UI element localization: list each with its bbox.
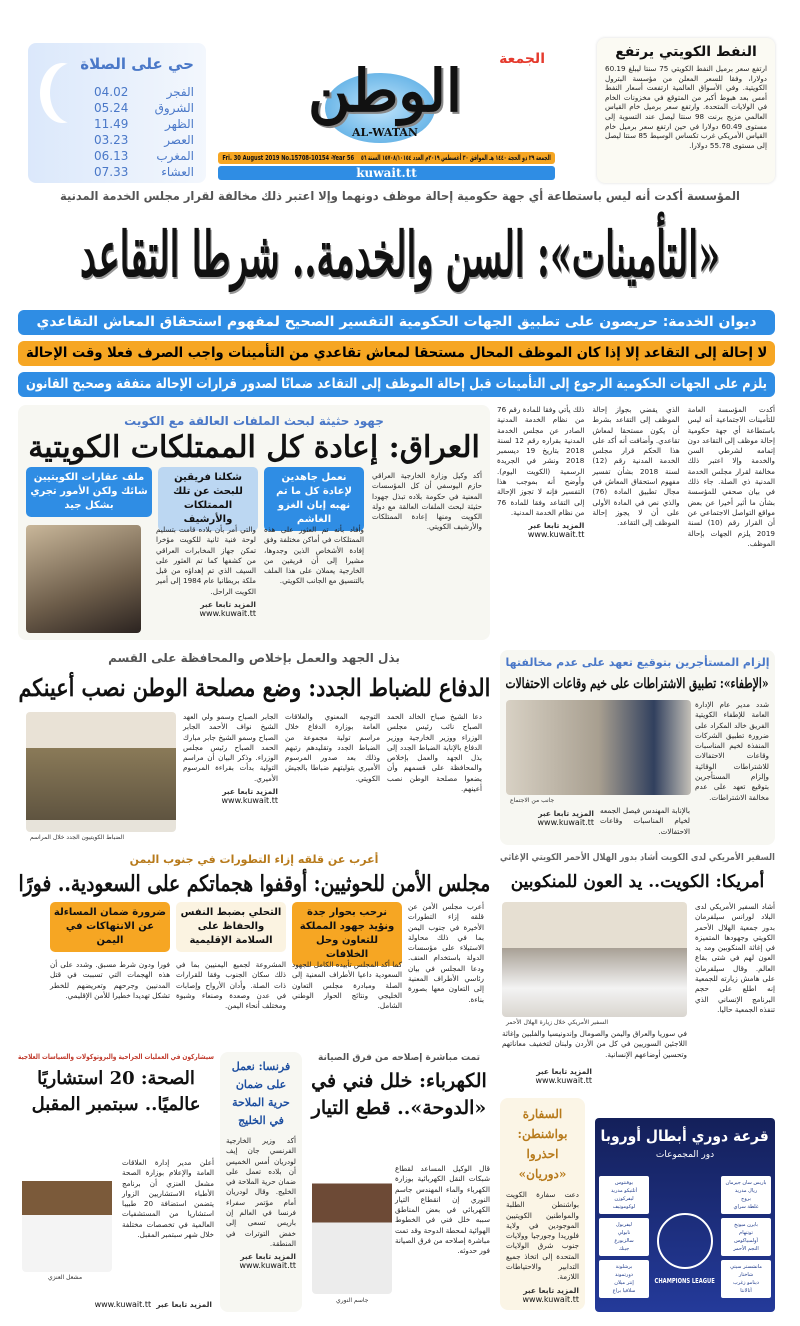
- iraq-tag: ملف عقارات الكويتيين شائك ولكن الأمور تجري بشكل جيد: [26, 467, 152, 517]
- fit-text: ريال مدريد: [734, 1188, 758, 1194]
- defense-caption: الضباط الكويتيون الجدد خلال المراسم: [30, 834, 125, 841]
- prayer-name: المغرب: [156, 149, 194, 163]
- ucl-team: [601, 1229, 647, 1237]
- prayer-row: [94, 117, 194, 131]
- health-kicker: [18, 1052, 214, 1062]
- fit-text: لا إحالة إلى التقاعد إلا إذا كان الموظف المحال مستحقا لمعاش تقاعدي من التأمينات واجب الصرف فعلا وقت الإحالة: [25, 345, 768, 361]
- ucl-team: [723, 1279, 769, 1287]
- fit-text: تمت مباشرة إصلاحه من فرق الصيانة: [318, 1053, 480, 1063]
- prayer-row: [94, 133, 194, 147]
- defense-photo: [26, 712, 176, 832]
- ucl-title: [601, 1126, 769, 1146]
- prayer-name: الشروق: [154, 101, 194, 115]
- usa-body: أشاد السفير الأمريكي لدى البلاد لورانس سيلفرمان بدور جمعية الهلال الأحمر الكويتي وجهودها المتميزة في إغاثة المنكوبين ومد يد العون لهم في شتى بقاع العالم. وقال سيلفرمان على هامش زيارته للجمعية إنه اطلع على حجم البرنامج الإنساني الذي تنفذه الجمعية حاليا.: [695, 902, 775, 1014]
- lead-headline[interactable]: [80, 205, 720, 305]
- prayer-name: العصر: [164, 133, 194, 147]
- ucl-team: [601, 1279, 647, 1287]
- france-headline[interactable]: فرنسا: نعمل على ضمان حرية الملاحة في الخليج: [231, 1060, 291, 1127]
- ucl-team: [601, 1245, 647, 1253]
- usa-headline[interactable]: [500, 870, 775, 894]
- lead-column-wrap: [497, 405, 584, 645]
- ucl-team: [601, 1271, 647, 1279]
- health-caption: مشعل العنزي: [48, 1274, 83, 1281]
- ucl-team: [601, 1287, 647, 1295]
- fit-text: برشلونة: [615, 1264, 633, 1270]
- fit-text: دورتموند: [615, 1272, 633, 1278]
- prayer-time: 07.33: [94, 165, 129, 179]
- date-bar: [218, 152, 555, 164]
- oil-price-box: [597, 38, 775, 183]
- prayer-time: 04.02: [94, 85, 129, 99]
- iraq-photo: [26, 525, 141, 633]
- ucl-team: [601, 1263, 647, 1271]
- fit-text: بروج: [741, 1196, 751, 1202]
- power-story: [308, 1052, 490, 1314]
- prayer-name: العشاء: [161, 165, 194, 179]
- prayer-title: حي على الصلاة: [80, 55, 194, 73]
- fire-headline[interactable]: [506, 674, 769, 694]
- fire-caption: جانب من الاجتماع: [510, 797, 555, 804]
- prayer-row: [94, 149, 194, 163]
- fit-text: المؤسسة أكدت أنه ليس باستطاعة أي جهة حكومية إحالة موظف دونهما وإلا اعتبر ذلك مخالفة لقرار مجلس الخدمة المدنية: [59, 188, 740, 203]
- prayer-time: 11.49: [94, 117, 129, 131]
- ucl-team: [723, 1179, 769, 1187]
- usa-photo: [502, 902, 687, 1017]
- defense-column: التوجيه المعنوي والعلاقات العامة بوزارة الدفاع خلال مراسم تولية مجموعة من الضباط الجدد وتقليدهم رتبهم وذلك بعد صدور المرسوم الأميري بتوليتهم ضباطا بالجيش الكويتي.: [285, 712, 380, 783]
- more-link[interactable]: www.kuwait.tt: [527, 530, 585, 540]
- un-column: فورا ودون شرط مسبق. وشدد على أن هذه الهجمات التي تسببت في قتل المدنيين وجرحهم وتعريضهم للخطر تشكل تهديدا خطيرا للأمن الإقليمي.: [50, 960, 170, 1000]
- more-label: المزيد تابعا عبر: [523, 1285, 579, 1295]
- fit-text: أولمبياكوس: [734, 1238, 758, 1244]
- iraq-story: [18, 405, 490, 640]
- more-link[interactable]: www.kuwait.tt: [535, 1076, 592, 1085]
- fit-text: أمريكا: الكويت.. يد العون للمنكوبين: [510, 872, 765, 892]
- fit-text: CHAMPIONS LEAGUE: [654, 1277, 716, 1285]
- prayer-time: 05.24: [94, 101, 129, 115]
- fit-text: بذل الجهد والعمل بإخلاص والمحافظة على القسم: [108, 651, 400, 665]
- prayer-row: [94, 85, 194, 99]
- fit-text: مجلس الأمن للحوثيين: أوقفوا هجماتكم على السعودية.. فورًا: [18, 871, 490, 897]
- ucl-group-box: [721, 1260, 771, 1298]
- prayer-name: الفجر: [166, 85, 194, 99]
- ucl-logo-text: [655, 1276, 715, 1286]
- fit-text: دينامو زغرب: [733, 1280, 759, 1286]
- ucl-group-box: [721, 1176, 771, 1214]
- more-link[interactable]: www.kuwait.tt: [94, 1300, 152, 1309]
- ucl-team: [723, 1245, 769, 1253]
- un-column: أعرب مجلس الأمن عن قلقه إزاء التطورات الأخيرة في جنوب اليمن بما في ذلك محاولة الاستيلاء على مؤسسات الدولة باستخدام العنف. ودعا المجلس في بيان رئاسي الأطراف المعنية إلى التعاون معها بصورة بناءة.: [408, 902, 484, 1004]
- un-kicker: [18, 852, 490, 866]
- usa-story: [500, 852, 775, 1085]
- fit-text: النجم الأحمر: [733, 1246, 759, 1252]
- usa-body-2: في سوريا والعراق واليمن والصومال وإندونيسيا والفلبين وإغاثة اللاجئين السوريين في كل من الأردن ولبنان لتخفيف معاناتهم وتحسين أوضاعهم الإنسانية.: [502, 1029, 687, 1059]
- iraq-tag: نعمل جاهدين لإعادة كل ما تم نهبه إبان الغزو الغاشم: [264, 467, 364, 531]
- fit-text: أتالانتا: [740, 1288, 752, 1294]
- power-photo: [312, 1164, 392, 1294]
- power-headline[interactable]: الكهرباء: خلل فني في «الدوحة».. قطع التيار: [311, 1070, 487, 1119]
- fire-kicker: [500, 655, 775, 670]
- iraq-tag: شكلنا فريقين للبحث عن تلك الممتلكات والأرشيف: [158, 467, 258, 531]
- ucl-group-box: [599, 1260, 649, 1298]
- lead-columns: [497, 405, 775, 645]
- france-body: أكد وزير الخارجية الفرنسي جان إيف لودريان أمس الخميس أن بلاده تعمل على ضمان حرية الملاحة في الخليج. وقال لودريان أمام مؤتمر سفراء فرنسا في العالم إن باريس تسعى إلى خفض التوترات في المنطقة.: [226, 1136, 296, 1248]
- embassy-story: [500, 1098, 585, 1310]
- fit-text: مانشستر سيتي: [730, 1264, 762, 1270]
- lead-column: ذلك يأتي وفقا للمادة رقم 76 من نظام الخدمة المدنية الصادر عن مجلس الخدمة المدنية بقراره رقم 12 لسنة 2018 بتاريخ 19 ديسمبر 2018 ونشر في الجريدة الرسمية (الكويت اليوم). وأوضح أنه بموجب هذا التفسير فإنه لا تجوز الإحالة إلى التقاعد وفقا للمادة 76 من نظام الخدمة المدنية.: [497, 405, 585, 517]
- fire-body-2: بالإنابة المهندس فيصل الجمعه لخيام المناسبات وقاعات الاحتفالات.: [600, 806, 690, 836]
- un-column: كما أكد المجلس تأييده الكامل للجهود السعودية داعيا الأطراف المعنية إلى الصلة ومبادرة مجلس التعاون الخليجي ونتائج الحوار الوطني الشامل.: [292, 960, 402, 1011]
- fit-text: نابولي: [617, 1230, 631, 1236]
- fit-text: لوكوموتيف: [612, 1204, 636, 1210]
- un-tag: التحلي بضبط النفس والحفاظ على السلامة الإقليمية: [176, 902, 286, 952]
- site-url[interactable]: kuwait.tt: [218, 166, 555, 180]
- ucl-draw-graphic[interactable]: [595, 1118, 775, 1312]
- date-english: [222, 152, 354, 164]
- more-link[interactable]: www.kuwait.tt: [199, 609, 256, 619]
- prayer-row: [94, 165, 194, 179]
- fit-text: الدفاع للضباط الجدد: وضع مصلحة الوطن نصب أعينكم: [18, 672, 490, 702]
- france-story: [220, 1052, 302, 1312]
- lead-kicker: [60, 188, 740, 203]
- fit-text: يوفنتوس: [614, 1180, 634, 1186]
- fit-text: السفير الأمريكي لدى الكويت أشاد بدور الهلال الأحمر الكويتي الإغاثي: [500, 853, 775, 863]
- lead-column: أكدت المؤسسة العامة للتأمينات الاجتماعية أنه ليس باستطاعة أي جهة حكومية إحالة موظف إلى التقاعد دون إتمامه لشرطي السن والخدمة وإلا اعتبر ذلك مخالفة لقرار مجلس الخدمة المدنية ذي الصلة. جاء ذلك في بيان صحفي للمؤسسة بشأن ما أثير أخيرا عن بعض مواقع التواصل الاجتماعي عن أن القرار رقم (10) لسنة 2019 يلزم الجهات بإحالة الموظف.: [687, 405, 775, 548]
- ucl-team: [601, 1195, 647, 1203]
- defense-column: الجابر الصباح وسمو ولي العهد الشيخ نواف الأحمد الجابر الصباح وسمو الشيخ جابر مبارك الحمد الصباح رئيس مجلس الوزراء. وذكر البيان أن مراسم التولية بدأت بقراءة المرسوم الأميري.: [183, 712, 278, 783]
- ucl-team: [601, 1179, 647, 1187]
- oil-title: النفط الكويتي يرتفع: [615, 44, 757, 60]
- more-label: المزيد تابعا عبر: [200, 600, 256, 610]
- fit-text: جينك: [618, 1246, 630, 1252]
- more-label: المزيد تابعا عبر: [240, 1252, 296, 1262]
- power-caption: جاسم النوري: [336, 1297, 369, 1304]
- embassy-body: دعت سفارة الكويت بواشنطن الطلبة والمواطنين الكويتيين الموجودين في ولاية فلوريدا وجورجيا وولايات جنوب شرق الولايات المتحدة إلى اتخاذ جميع التدابير والاحتياطات اللازمة.: [506, 1190, 579, 1282]
- power-kicker: [308, 1052, 490, 1064]
- fire-photo: [506, 700, 691, 795]
- more-label: المزيد تابعا عبر: [528, 521, 585, 531]
- ucl-team: [601, 1237, 647, 1245]
- more-label: المزيد تابعا عبر: [156, 1300, 212, 1309]
- fit-text: غلطة سراي: [733, 1204, 759, 1210]
- logo-arabic: الوطن: [307, 56, 463, 125]
- fire-story: [500, 650, 775, 845]
- prayer-times-box: [28, 43, 206, 183]
- ucl-group-box: [599, 1218, 649, 1256]
- iraq-kicker: [18, 413, 490, 429]
- fit-text: ليفركوزن: [614, 1196, 634, 1202]
- fit-text: «التأمينات»: السن والخدمة.. شرطا التقاعد: [79, 218, 721, 291]
- prayer-row: [94, 101, 194, 115]
- power-body: قال الوكيل المساعد لقطاع شبكات النقل الكهربائية بوزارة الكهرباء والماء المهندس جاسم النوري إن انقطاع التيار الكهربائي في بعض المناطق سببه خلل فني في الخطوط الهوائية لمحطة الدوحة وقد تمت مباشرة إصلاحه من فرق الصيانة فور حدوثه.: [395, 1164, 490, 1256]
- more-link[interactable]: www.kuwait.tt: [522, 1294, 579, 1304]
- lead-bar-3: [18, 372, 775, 397]
- fit-text: ديوان الخدمة: حريصون على تطبيق الجهات الحكومية التفسير الصحيح لمفهوم استحقاق المعاش التقاعدي: [36, 314, 757, 330]
- ucl-team: [601, 1187, 647, 1195]
- lead-bar-2: [18, 341, 775, 366]
- health-story: [18, 1052, 214, 1314]
- un-story: [18, 852, 490, 1047]
- prayer-time: 03.23: [94, 133, 129, 147]
- un-tag: ضرورة ضمان المساءلة عن الانتهاكات في اليمن: [50, 902, 170, 952]
- fit-text: العراق: إعادة كل الممتلكات الكويتية: [28, 429, 480, 465]
- ucl-subtitle: دور المجموعات: [655, 1150, 715, 1160]
- fit-text: سالزبورغ: [614, 1238, 634, 1244]
- fit-text: قرعة دوري أبطال أوروبا: [600, 1127, 770, 1145]
- iraq-column: أكد وكيل وزارة الخارجية العراقي حازم اليوسفي أن كل المؤسسات المعنية في حكومة بلاده تبذل جهودا حثيثة لبحث الملفات العالقة مع دولة الكويت ومنها إعادة الممتلكات والأرشيف الكويتي.: [372, 471, 482, 532]
- ucl-group-box: [721, 1218, 771, 1256]
- defense-kicker: [18, 650, 490, 666]
- oil-body: ارتفع سعر برميل النفط الكويتي 75 سنتا ليبلغ 60.19 دولارا، وفقا للسعر المعلن من مؤسسة البترول الكويتية. وفي الأسواق العالمية ارتفعت أسعار النفط أمس بعد هبوط أكبر من المتوقع في مخزونات الخام في الولايات المتحدة. وارتفع سعر برميل خام القياس العالمي مزيج برنت 98 سنتا ليصل عند التسوية إلى مستوى 60.49 دولارا في حين ارتفع سعر برميل خام القياس الأمريكي غرب تكساس الوسيط 85 سنتا ليصل إلى مستوى 55.78 دولارا.: [605, 64, 768, 150]
- ucl-team: [723, 1221, 769, 1229]
- ucl-team: [601, 1221, 647, 1229]
- more-link[interactable]: www.kuwait.tt: [221, 796, 278, 806]
- more-link[interactable]: www.kuwait.tt: [537, 818, 594, 827]
- iraq-column-wrap: [156, 525, 256, 618]
- ucl-team: [723, 1229, 769, 1237]
- prayer-time: 06.13: [94, 149, 129, 163]
- lead-bar-1: [18, 310, 775, 335]
- fit-text: شاختار: [738, 1272, 754, 1278]
- iraq-column: وأفاد بأنه تم العثور على هذه الممتلكات في أماكن مختلفة وفق إفادة الأشخاص الذين وجدوها، مشيرا إلى أن فريقين من الخارجية يعملان على هذا الملف بالتنسيق مع الجانب الكويتي.: [264, 525, 364, 586]
- defense-column-wrap: [183, 712, 278, 805]
- fit-text: الجمعة ٢٩ ذو الحجة ١٤٤٠ هـ الموافق ٣٠ أغسطس ٢٠١٩م العدد ١٥٧٠٨/١٠١٥٤ السنة ٥٦: [361, 154, 551, 162]
- fit-text: باريس سان جيرمان: [725, 1180, 767, 1186]
- usa-caption: السفير الأمريكي خلال زيارة الهلال الأحمر: [506, 1019, 608, 1026]
- usa-kicker: [500, 852, 775, 864]
- un-column: المشروعة لجميع اليمنيين بما في ذلك سكان الجنوب وفقا للقرارات ذات الصلة. وأدان الأرواح وإصابات في عدن وصعدة وصنعاء وشبوة ومختلف أنحاء اليمن.: [176, 960, 286, 1011]
- fit-text: أتلتيكو مدريد: [610, 1188, 638, 1194]
- fit-text: سيشاركون في العمليات الجراحية والبروتوكولات والسياسات العلاجية: [18, 1053, 214, 1061]
- un-tag: نرحب بحوار جدة ونؤيد جهود المملكة للتعاون وحل الخلافات: [292, 902, 402, 966]
- fit-text: يلزم على الجهات الحكومية الرجوع إلى التأمينات قبل إحالة الموظف إلى التقاعد ضمانًا لصدور قرارات الإحالة متفقة وصحيح القانون: [25, 376, 767, 392]
- defense-story: [18, 650, 490, 845]
- more-label: المزيد تابعا عبر: [222, 787, 278, 797]
- prayer-name: الظهر: [165, 117, 194, 131]
- more-link[interactable]: www.kuwait.tt: [239, 1261, 296, 1271]
- fit-text: إنتر ميلان: [614, 1280, 634, 1286]
- fit-text: بايرن ميونخ: [734, 1222, 758, 1228]
- ucl-team: [723, 1187, 769, 1195]
- health-body: أعلن مدير إدارة العلاقات العامة والإعلام بوزارة الصحة مشعل العنزي أن برنامج الأطباء الاستشاريين الزوار يتضمن استضافة 20 طبيبا استشاريا من المستشفيات العالمية في تخصصات مختلفة خلال شهر سبتمبر المقبل.: [122, 1158, 215, 1240]
- ucl-team: [723, 1195, 769, 1203]
- ucl-group-box: [599, 1176, 649, 1214]
- ucl-team: [723, 1263, 769, 1271]
- fire-body: شدد مدير عام الإدارة العامة للإطفاء الكويتية الفريق خالد المكراد على ضرورة تطبيق الشركات المنفذة لخيم المناسبات وقاعات الاحتفالات للاشتراطات الوقائية وإلزام المستأجرين بتوقيع تعهد على عدم مخالفة الاشتراطات.: [695, 700, 769, 802]
- fit-text: إلزام المستأجرين بتوقيع تعهد على عدم مخالفتها: [505, 656, 770, 669]
- health-more: [22, 1292, 212, 1311]
- usa-more: [502, 1064, 592, 1085]
- date-arabic: [361, 152, 551, 164]
- iraq-column: والتي أمر بأن بلاده قامت بتسليم لوحة فنية ثانية للكويت مؤخرا تمكن جهاز المخابرات العراقي من كشفها كما تم العثور على السيف الذي تم إهداؤه من قبل ملكة بريطانيا عام 1984 إلى أمير الكويت الراحل.: [156, 525, 257, 596]
- day-label: الجمعة: [499, 51, 545, 67]
- ucl-team: [723, 1237, 769, 1245]
- fit-text: جهود حثيثة لبحث الملفات العالقة مع الكويت: [124, 414, 384, 428]
- ucl-starball-icon: [657, 1213, 713, 1269]
- fit-text: توتنهام: [739, 1230, 753, 1236]
- fit-text: أعرب عن قلقه إزاء التطورات في جنوب اليمن: [129, 852, 379, 866]
- ucl-team: [601, 1203, 647, 1211]
- fit-text: سلافيا براغ: [612, 1288, 636, 1294]
- more-label: المزيد تابعا عبر: [536, 1067, 592, 1076]
- fit-text: Fri. 30 August 2019 No.15708-10154 -Year 56: [222, 154, 354, 162]
- fire-more: [506, 806, 594, 827]
- ucl-team: [723, 1271, 769, 1279]
- fit-text: ليفربول: [616, 1222, 632, 1228]
- ucl-team: [723, 1287, 769, 1295]
- lead-column: الذي يقضي بجواز إحالة الموظف إلى التقاعد بشرط أن يكون مستحقا لمعاش تقاعدي. وأضافت أنه أكد على هذا الحكم قرار مجلس الخدمة المدنية رقم (12) لسنة 2018 بشأن تفسير مفهوم استحقاق المعاش في مجال تطبيق المادة (76) والذي نص في المادة الأولى على أن لا يجوز إحالة الموظف إلى التقاعد.: [592, 405, 680, 528]
- defense-headline[interactable]: [18, 670, 490, 704]
- ucl-team: [723, 1203, 769, 1211]
- embassy-headline[interactable]: السفارة بواشنطن: احذروا «دوريان»: [517, 1107, 568, 1181]
- fit-text: «الإطفاء»: تطبيق الاشتراطات على خيم وقاعات الاحتفالات: [505, 676, 770, 692]
- iraq-headline[interactable]: [26, 429, 482, 465]
- health-headline[interactable]: الصحة: 20 استشاريًا عالميًا.. سبتمبر المقبل: [31, 1068, 201, 1115]
- logo-english: AL-WATAN: [352, 125, 418, 139]
- defense-column: دعا الشيخ صباح الخالد الحمد الصباح نائب رئيس مجلس الوزراء ووزير الخارجية ووزير الدفاع بالإنابة الضباط الجدد إلى بذل الجهد والعمل بإخلاص والمحافظة على قسمهم وأن يضعوا مصلحة الوطن نصب أعينهم.: [387, 712, 482, 794]
- health-photo: [22, 1158, 112, 1272]
- masthead-logo[interactable]: [215, 43, 555, 151]
- un-headline[interactable]: [18, 870, 490, 898]
- more-label: المزيد تابعا عبر: [538, 809, 594, 818]
